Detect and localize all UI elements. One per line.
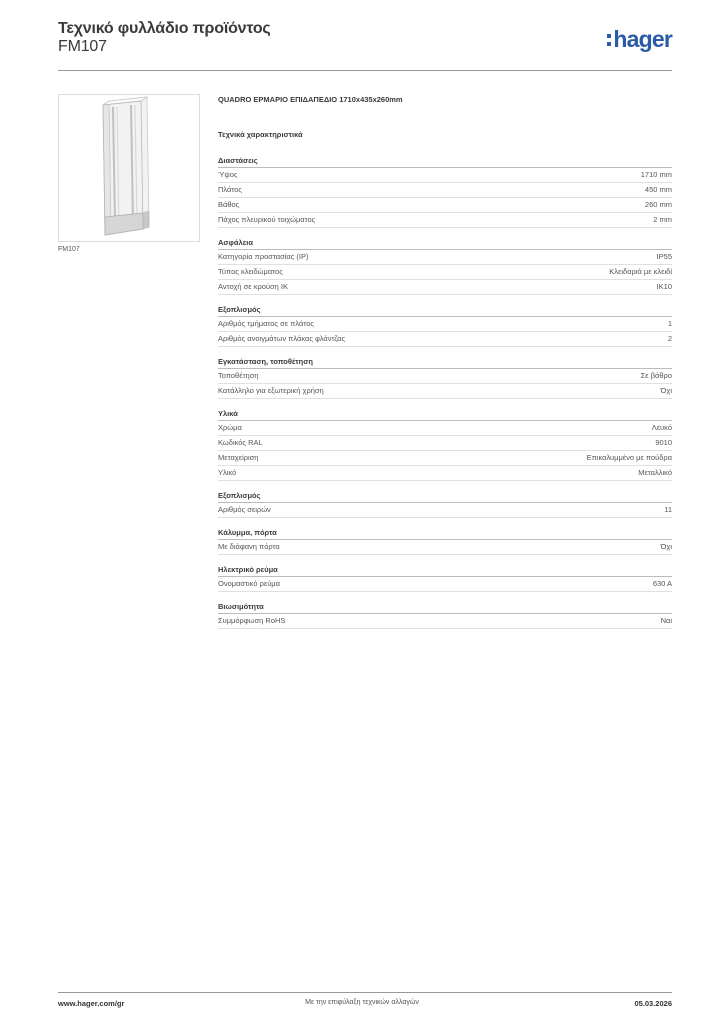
spec-label: Αριθμός ανοιγμάτων πλάκας φλάντζας bbox=[218, 334, 346, 343]
spec-row bbox=[218, 213, 672, 228]
spec-value: Κλειδαριά με κλειδί bbox=[609, 267, 672, 276]
spec-section-title: Εξοπλισμός bbox=[218, 304, 672, 317]
spec-value: IP55 bbox=[656, 252, 672, 261]
spec-section-title: Εγκατάσταση, τοποθέτηση bbox=[218, 356, 672, 369]
spec-row bbox=[218, 198, 672, 213]
spec-label: Ύψος bbox=[218, 170, 238, 179]
footer-url[interactable]: www.hager.com/gr bbox=[58, 999, 125, 1008]
spec-label: Κωδικός RAL bbox=[218, 438, 263, 447]
spec-section bbox=[218, 237, 672, 295]
spec-label: Αντοχή σε κρούση IK bbox=[218, 282, 288, 291]
spec-label: Βάθος bbox=[218, 200, 240, 209]
spec-row bbox=[218, 250, 672, 265]
spec-label: Πλάτος bbox=[218, 185, 243, 194]
spec-label: Κατάλληλο για εξωτερική χρήση bbox=[218, 386, 324, 395]
spec-row bbox=[218, 369, 672, 384]
spec-section bbox=[218, 564, 672, 592]
image-caption: FM107 bbox=[58, 246, 80, 253]
page-title: Τεχνικό φυλλάδιο προϊόντος bbox=[58, 20, 271, 37]
spec-row bbox=[218, 466, 672, 481]
spec-row bbox=[218, 384, 672, 399]
spec-section bbox=[218, 527, 672, 555]
spec-row bbox=[218, 183, 672, 198]
spec-value: Όχι bbox=[660, 386, 672, 395]
spec-section bbox=[218, 155, 672, 228]
spec-value: 9010 bbox=[655, 438, 672, 447]
logo-dots-icon bbox=[607, 32, 611, 48]
hager-logo bbox=[607, 26, 672, 53]
footer-date: 05.03.2026 bbox=[634, 999, 672, 1008]
spec-label: Τύπος κλειδώματος bbox=[218, 267, 283, 276]
footer-divider bbox=[58, 992, 672, 993]
spec-row bbox=[218, 265, 672, 280]
spec-row bbox=[218, 614, 672, 629]
specs-heading: Τεχνικά χαρακτηριστικά bbox=[218, 130, 303, 139]
spec-section-title: Ηλεκτρικό ρεύμα bbox=[218, 564, 672, 577]
spec-label: Συμμόρφωση RoHS bbox=[218, 616, 286, 625]
spec-row bbox=[218, 436, 672, 451]
product-code: FM107 bbox=[58, 38, 107, 55]
spec-section-title: Ασφάλεια bbox=[218, 237, 672, 250]
spec-section-title: Βιωσιμότητα bbox=[218, 601, 672, 614]
product-name: QUADRO ΕΡΜΑΡΙΟ ΕΠΙΔΑΠΕΔΙΟ 1710x435x260mm bbox=[218, 95, 403, 104]
spec-value: 1710 mm bbox=[640, 170, 672, 179]
spec-value: Ναι bbox=[660, 616, 672, 625]
spec-section-title: Διαστάσεις bbox=[218, 155, 672, 168]
spec-label: Κατηγορία προστασίας (IP) bbox=[218, 252, 309, 261]
product-image bbox=[58, 94, 200, 242]
header-divider bbox=[58, 70, 672, 71]
spec-label: Χρώμα bbox=[218, 423, 242, 432]
spec-section bbox=[218, 356, 672, 399]
spec-row bbox=[218, 503, 672, 518]
spec-row bbox=[218, 280, 672, 295]
enclosure-illustration-icon bbox=[59, 95, 199, 241]
spec-label: Αριθμός τμήματος σε πλάτος bbox=[218, 319, 314, 328]
spec-value: IK10 bbox=[656, 282, 672, 291]
spec-value: 260 mm bbox=[644, 200, 672, 209]
spec-label: Με διάφανη πόρτα bbox=[218, 542, 280, 551]
spec-value: 1 bbox=[667, 319, 672, 328]
spec-value: Σε βάθρο bbox=[640, 371, 672, 380]
spec-label: Υλικό bbox=[218, 468, 237, 477]
specs-table bbox=[218, 155, 672, 638]
spec-section bbox=[218, 408, 672, 481]
spec-value: 11 bbox=[664, 505, 672, 514]
spec-row bbox=[218, 317, 672, 332]
spec-section bbox=[218, 304, 672, 347]
spec-row bbox=[218, 421, 672, 436]
spec-label: Ονομαστικό ρεύμα bbox=[218, 579, 280, 588]
spec-section bbox=[218, 601, 672, 629]
spec-label: Πάχος πλευρικού τοιχώματος bbox=[218, 215, 316, 224]
spec-row bbox=[218, 577, 672, 592]
spec-label: Μεταχείριση bbox=[218, 453, 259, 462]
spec-value: Όχι bbox=[660, 542, 672, 551]
spec-label: Αριθμός σειρών bbox=[218, 505, 271, 514]
spec-label: Τοποθέτηση bbox=[218, 371, 259, 380]
spec-value: Λευκό bbox=[651, 423, 672, 432]
spec-value: 630 A bbox=[652, 579, 672, 588]
spec-section-title: Κάλυμμα, πόρτα bbox=[218, 527, 672, 540]
logo-text: hager bbox=[613, 26, 672, 52]
spec-value: 450 mm bbox=[644, 185, 672, 194]
spec-value: 2 bbox=[667, 334, 672, 343]
footer-note: Με την επιφύλαξη τεχνικών αλλαγών bbox=[305, 999, 419, 1006]
spec-value: 2 mm bbox=[653, 215, 672, 224]
spec-row bbox=[218, 168, 672, 183]
spec-row bbox=[218, 451, 672, 466]
spec-row bbox=[218, 332, 672, 347]
spec-row bbox=[218, 540, 672, 555]
spec-section-title: Υλικά bbox=[218, 408, 672, 421]
spec-section bbox=[218, 490, 672, 518]
spec-value: Επικαλυμμένο με πούδρα bbox=[586, 453, 672, 462]
spec-value: Μεταλλικό bbox=[638, 468, 672, 477]
spec-section-title: Εξοπλισμός bbox=[218, 490, 672, 503]
